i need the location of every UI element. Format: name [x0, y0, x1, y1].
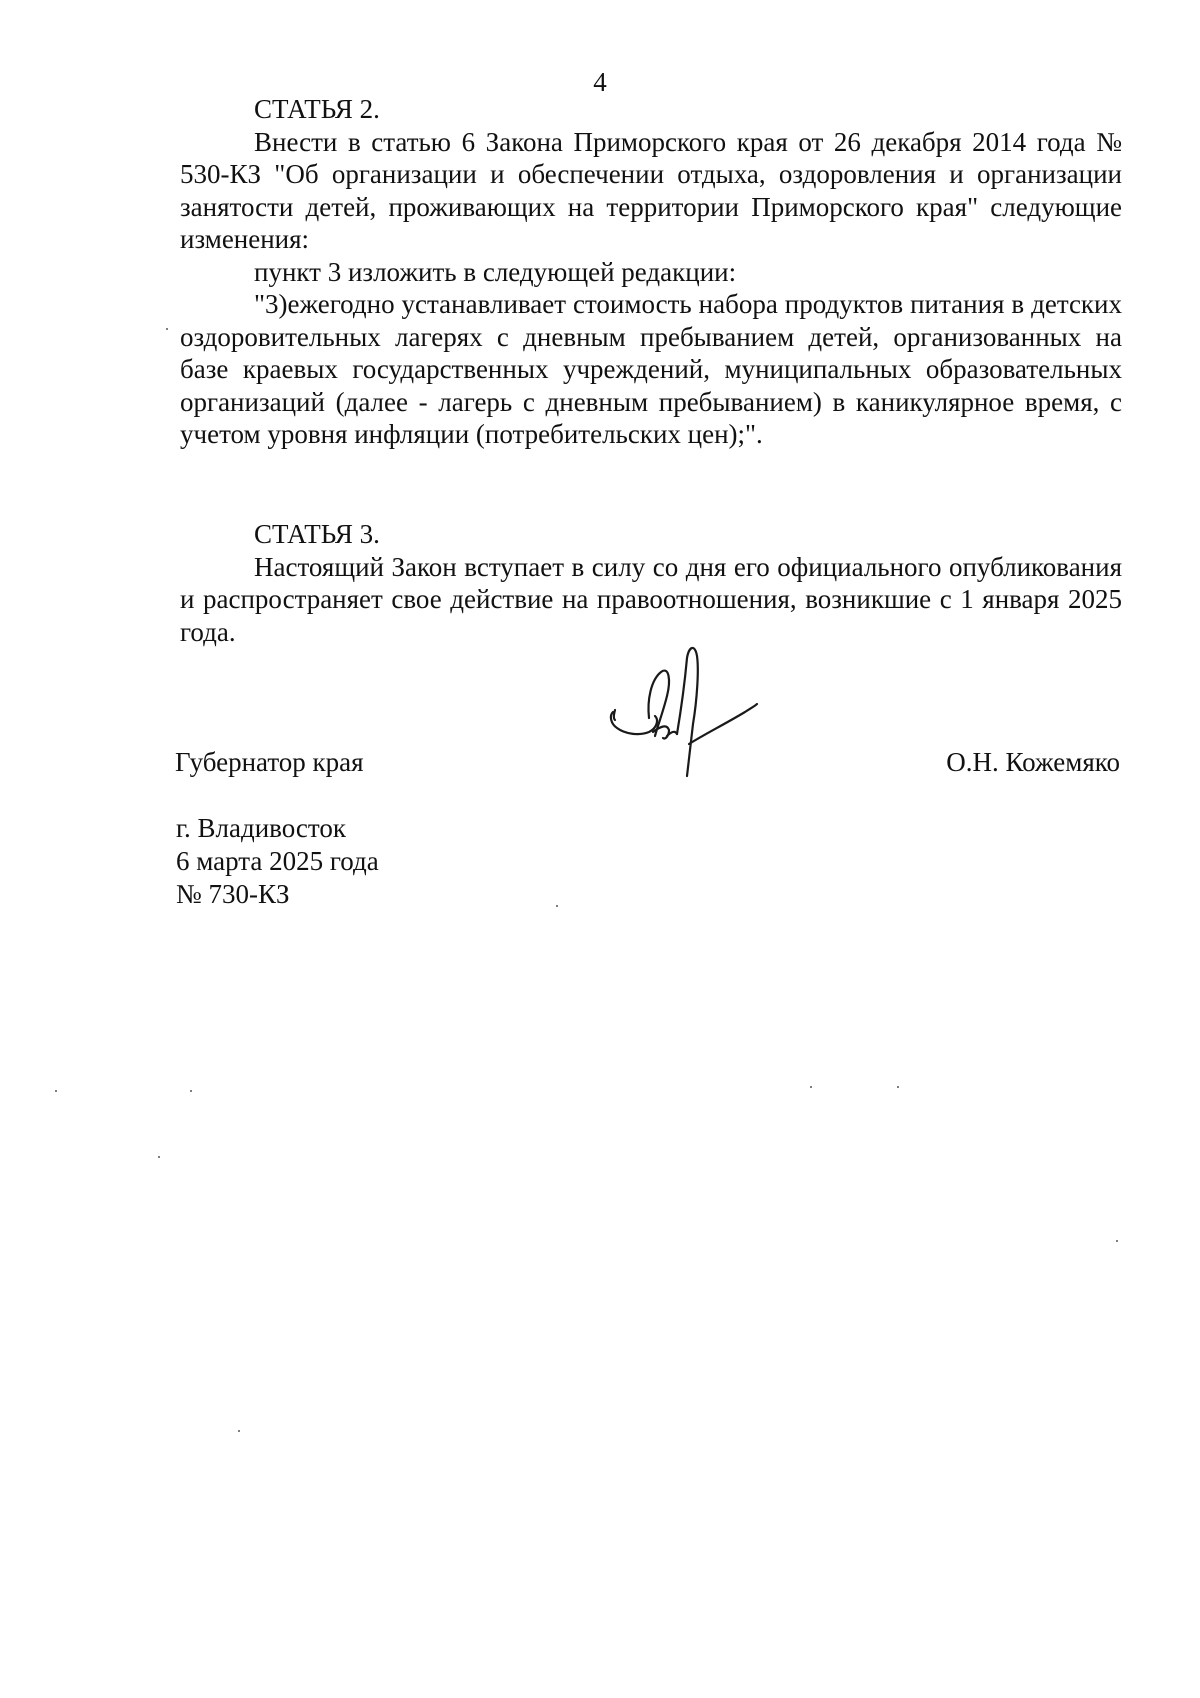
article-3-heading: СТАТЬЯ 3.	[254, 519, 380, 549]
article-3	[180, 518, 1122, 648]
scan-speck	[1116, 1240, 1118, 1242]
article-2-point-line: пункт 3 изложить в следующей редакции:	[254, 256, 737, 287]
signer-title: Губернатор края	[175, 747, 364, 777]
handwritten-signature	[605, 640, 765, 790]
scan-speck	[55, 1090, 57, 1092]
scan-speck	[238, 1430, 240, 1432]
article-2-heading: СТАТЬЯ 2.	[254, 94, 380, 124]
footer-number: № 730-КЗ	[176, 879, 290, 909]
scan-speck	[810, 1086, 812, 1088]
article-3-text: Настоящий Закон вступает в силу со дня его официального опубликования и распространяет свое действие на правоотношения, возникшие с 1 января 2025 года.	[180, 551, 1122, 647]
article-2-point-text: "3)ежегодно устанавливает стоимость набора продуктов питания в детских оздоровительных лагерях с дневным пребыванием детей, организованных на базе краевых государственных учреждений, муниципальных образовательных организаций (далее - лагерь с дневным пребыванием) в каникулярное время, с учетом уровня инфляции (потребительских цен);".	[180, 289, 1122, 449]
scan-speck	[166, 328, 168, 330]
scan-speck	[158, 1156, 160, 1158]
page-number: 4	[593, 67, 607, 97]
article-2	[180, 93, 1122, 451]
document-footer	[176, 812, 379, 911]
scan-speck	[897, 1086, 899, 1088]
footer-city: г. Владивосток	[176, 813, 346, 843]
footer-date: 6 марта 2025 года	[176, 846, 379, 876]
article-2-intro: Внести в статью 6 Закона Приморского края от 26 декабря 2014 года № 530-КЗ "Об организации и обеспечении отдыха, оздоровления и организации занятости детей, проживающих на территории Приморского края" следующие изменения:	[180, 126, 1122, 254]
scan-speck	[190, 1090, 192, 1092]
signer-name: О.Н. Кожемяко	[946, 747, 1120, 777]
scan-speck	[556, 905, 558, 907]
